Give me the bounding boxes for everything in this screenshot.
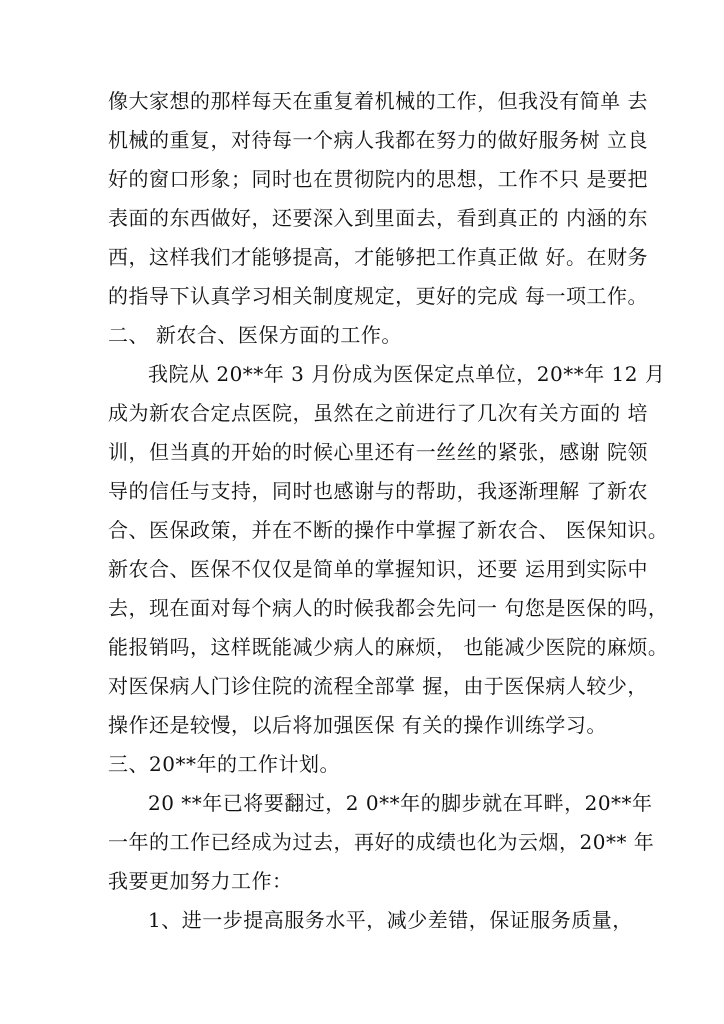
text-line: 操作还是较慢，以后将加强医保 有关的操作训练学习。 [108, 713, 607, 737]
text-line: 1、进一步提高服务水平，减少差错，保证服务质量， [148, 908, 633, 932]
text-line: 西，这样我们才能够提高，才能够把工作真正做 好。在财务 [108, 245, 648, 269]
text-line: 20 **年已将要翻过，2 0**年的脚步就在耳畔，20**年 [148, 791, 653, 815]
text-line: 我院从 20**年 3 月份成为医保定点单位，20**年 12 月 [148, 362, 666, 386]
text-line: 像大家想的那样每天在重复着机械的工作，但我没有简单 去 [108, 89, 648, 113]
text-line: 新农合、医保不仅仅是简单的掌握知识，还要 运用到实际中 [108, 557, 648, 581]
text-line: 能报销吗，这样既能减少病人的麻烦， 也能减少医院的麻烦。 [108, 635, 669, 659]
text-line: 表面的东西做好，还要深入到里面去，看到真正的 内涵的东 [108, 206, 648, 230]
text-line: 去，现在面对每个病人的时候我都会先问一 句您是医保的吗， [108, 596, 669, 620]
section-heading: 三、20**年的工作计划。 [108, 752, 340, 776]
text-line: 合、医保政策，并在不断的操作中掌握了新农合、 医保知识。 [108, 518, 669, 542]
section-heading: 二、 新农合、医保方面的工作。 [108, 323, 402, 347]
text-line: 的指导下认真学习相关制度规定，更好的完成 每一项工作。 [108, 284, 648, 308]
text-line: 训，但当真的开始的时候心里还有一丝丝的紧张，感谢 院领 [108, 440, 648, 464]
text-line: 导的信任与支持，同时也感谢与的帮助，我逐渐理解 了新农 [108, 479, 648, 503]
text-line: 成为新农合定点医院，虽然在之前进行了几次有关方面的 培 [108, 401, 648, 425]
text-line: 一年的工作已经成为过去，再好的成绩也化为云烟，20** 年 [108, 830, 655, 854]
text-line: 好的窗口形象；同时也在贯彻院内的思想，工作不只 是要把 [108, 167, 648, 191]
text-line: 我要更加努力工作： [108, 869, 293, 893]
text-line: 机械的重复，对待每一个病人我都在努力的做好服务树 立良 [108, 128, 648, 152]
text-line: 对医保病人门诊住院的流程全部掌 握，由于医保病人较少， [108, 674, 648, 698]
